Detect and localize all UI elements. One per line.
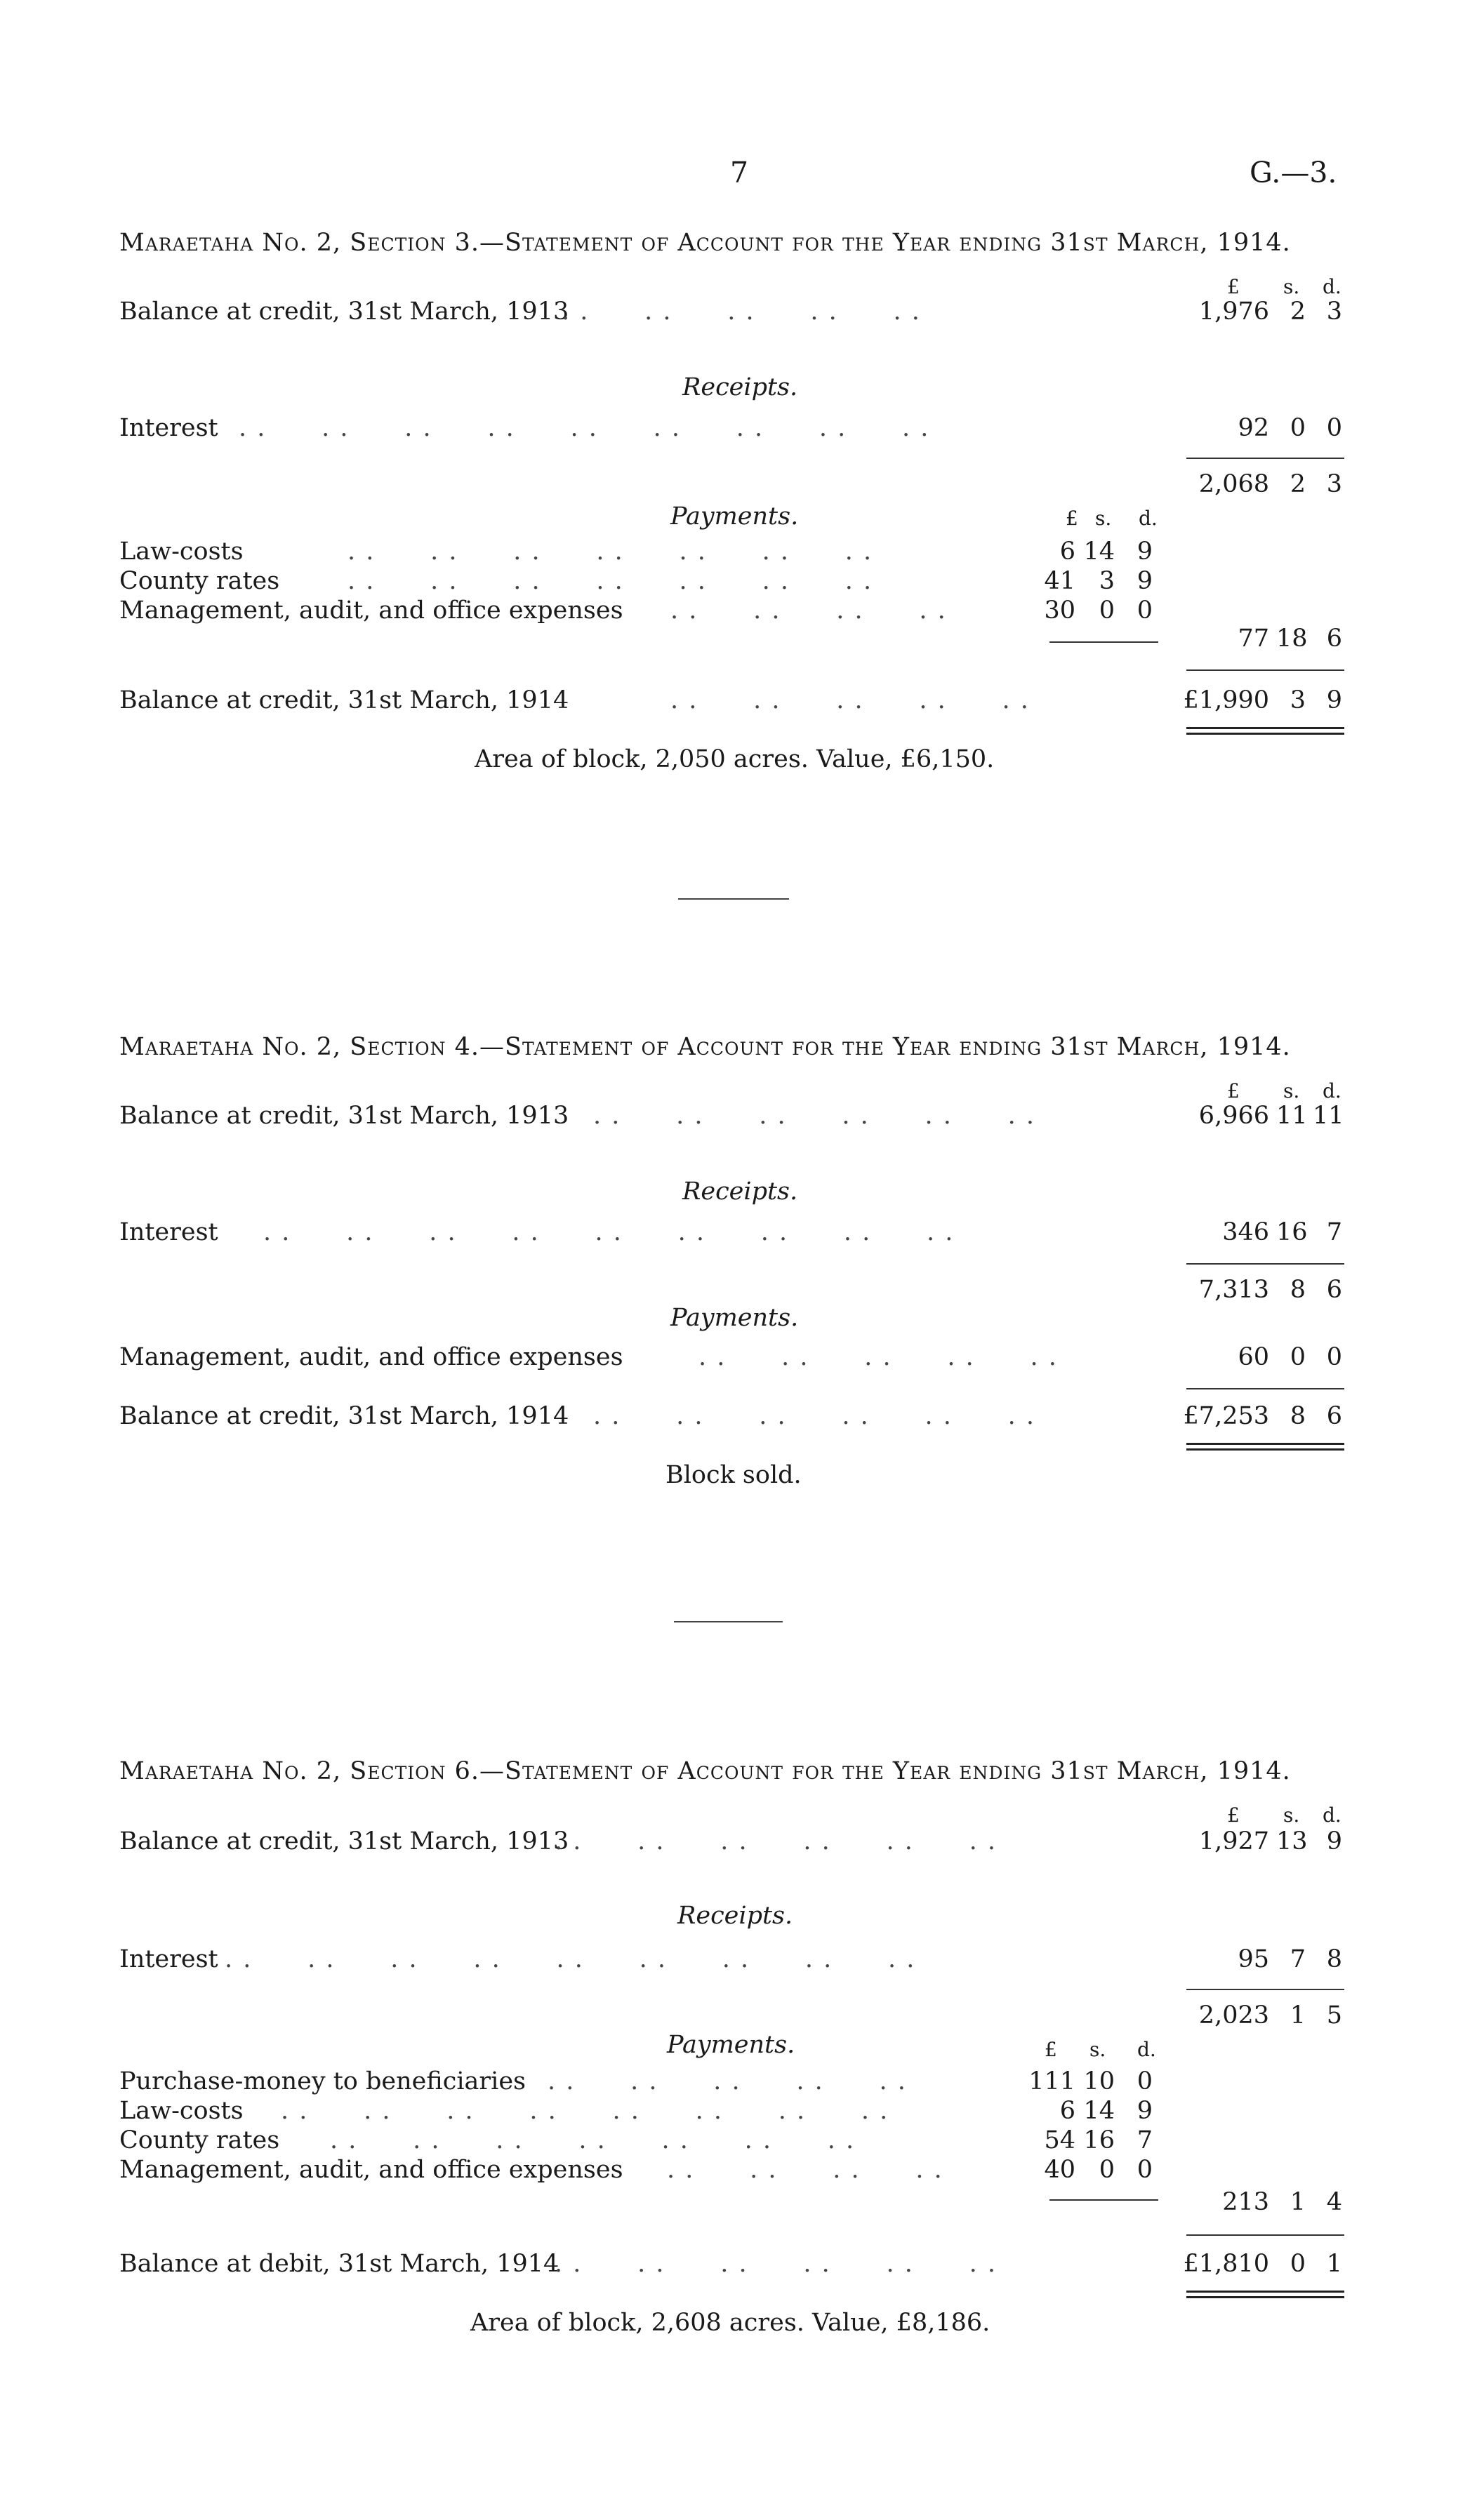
s6-payment-shilling: 14 [1083,2097,1115,2125]
s4-head-pence: d. [1323,1079,1341,1102]
s3-pay-head-shilling: s. [1095,507,1112,530]
s4-payment-shilling: 0 [1290,1343,1306,1371]
s6-payment-shilling: 10 [1083,2067,1115,2095]
s6-receipts-heading: Receipts. [677,1902,793,1930]
s3-leader-dots: . . . . . . . . . . [562,298,921,326]
s4-receipt-label: Interest [119,1218,218,1246]
s4-double-rule-bottom [1186,1448,1344,1451]
s6-note: Area of block, 2,608 acres. Value, £8,186. [470,2309,991,2337]
s6-closing-pence: 1 [1326,2250,1342,2278]
s6-pay-head-pence: d. [1137,2038,1156,2061]
s6-payment-pence: 7 [1137,2126,1153,2154]
s4-opening-pence: 11 [1313,1102,1344,1130]
s6-receipt-pence: 8 [1326,1945,1342,1973]
s4-leader-dots: . . . . . . . . . . [698,1343,1058,1371]
s3-payments-total-shilling: 18 [1276,625,1308,653]
section-6-title: Maraetaha No. 2, Section 6.—Statement of Account for the Year ending 31st March, 1914. [119,1757,1291,1785]
s6-subtotal-pound: 2,023 [1198,2001,1269,2029]
s4-closing-pound: £7,253 [1183,1402,1269,1430]
s6-payments-rule [1049,2199,1158,2201]
s4-closing-rule [1186,1388,1344,1389]
s3-receipt-shilling: 0 [1290,414,1306,442]
s3-payment-pence: 9 [1137,567,1153,595]
s6-double-rule-bottom [1186,2296,1344,2298]
section-3-title: Maraetaha No. 2, Section 3.—Statement of Account for the Year ending 31st March, 1914. [119,229,1291,257]
s4-subtotal-shilling: 8 [1290,1276,1306,1304]
s6-subtotal-shilling: 1 [1290,2001,1306,2029]
s6-receipt-pound: 95 [1238,1945,1269,1973]
s6-head-pence: d. [1323,1804,1341,1827]
s6-opening-pound: 1,927 [1198,1827,1269,1855]
s6-payment-pound: 54 [1044,2126,1075,2154]
s3-closing-label: Balance at credit, 31st March, 1914 [119,686,569,714]
s3-closing-pence: 9 [1326,686,1342,714]
s3-head-shilling: s. [1283,275,1300,298]
s3-payments-rule [1049,641,1158,643]
s4-head-shilling: s. [1283,1079,1300,1102]
s3-closing-rule [1186,669,1344,671]
s6-payment-label: Purchase-money to beneficiaries [119,2067,526,2095]
s4-payment-pound: 60 [1238,1343,1269,1371]
s3-opening-label: Balance at credit, 31st March, 1913 [119,298,569,326]
s6-leader-dots: . . . . . . . . . . . . . . . . [281,2097,889,2125]
s4-closing-pence: 6 [1326,1402,1342,1430]
s3-payment-label: County rates [119,567,280,595]
s3-leader-dots: . . . . . . . . . . . . . . . . . . [239,414,930,442]
s3-double-rule-top [1186,727,1344,729]
s6-payment-label: County rates [119,2126,280,2154]
s3-leader-dots: . . . . . . . . . . . . . . [347,538,873,566]
s4-closing-shilling: 8 [1290,1402,1306,1430]
s3-leader-dots: . . . . . . . . [670,596,947,625]
s3-payment-shilling: 0 [1099,596,1115,625]
s4-opening-shilling: 11 [1276,1102,1308,1130]
s3-opening-pence: 3 [1326,298,1342,326]
s4-receipts-heading: Receipts. [682,1178,798,1206]
s6-head-shilling: s. [1283,1804,1300,1827]
s6-receipt-label: Interest [119,1945,218,1973]
s6-payment-pence: 9 [1137,2097,1153,2125]
s4-subtotal-pound: 7,313 [1198,1276,1269,1304]
s3-payments-heading: Payments. [670,502,799,531]
s4-payments-heading: Payments. [670,1304,799,1332]
s6-closing-shilling: 0 [1290,2250,1306,2278]
section-separator [678,898,789,900]
s6-payments-total-pound: 213 [1222,2188,1269,2216]
page-number: 7 [730,156,749,189]
s6-subtotal-pence: 5 [1326,2001,1342,2029]
s6-payment-label: Law-costs [119,2097,244,2125]
s3-payment-shilling: 14 [1083,538,1115,566]
s4-subtotal-rule [1186,1263,1344,1265]
s6-pay-head-shilling: s. [1089,2038,1106,2061]
s6-head-pound: £ [1227,1804,1240,1827]
s6-payment-pence: 0 [1137,2156,1153,2184]
s4-head-pound: £ [1227,1079,1240,1102]
s3-payments-total-pence: 6 [1326,625,1342,653]
s3-payment-shilling: 3 [1099,567,1115,595]
s3-subtotal-shilling: 2 [1290,470,1306,498]
s4-opening-pound: 6,966 [1198,1102,1269,1130]
s3-opening-shilling: 2 [1290,298,1306,326]
s6-double-rule-top [1186,2291,1344,2293]
s3-receipt-label: Interest [119,414,218,442]
s6-payments-heading: Payments. [667,2031,795,2059]
s3-leader-dots: . . . . . . . . . . [670,686,1030,714]
s3-closing-pound: £1,990 [1183,686,1269,714]
s3-payment-label: Law-costs [119,538,244,566]
s6-leader-dots: . . . . . . . . . . [548,2067,907,2095]
s6-opening-shilling: 13 [1276,1827,1308,1855]
section-4-title: Maraetaha No. 2, Section 4.—Statement of Account for the Year ending 31st March, 1914. [119,1033,1291,1061]
s3-pay-head-pound: £ [1066,507,1078,530]
s6-payments-total-pence: 4 [1326,2188,1342,2216]
s3-receipt-pence: 0 [1326,414,1342,442]
s6-leader-dots: . . . . . . . . . . . . . . . . . . [225,1945,916,1973]
s3-subtotal-pence: 3 [1326,470,1342,498]
s6-payment-pound: 111 [1028,2067,1075,2095]
s4-leader-dots: . . . . . . . . . . . . [593,1102,1036,1130]
document-reference: G.—3. [1250,156,1337,189]
s3-subtotal-rule [1186,458,1344,459]
section-separator [674,1621,783,1622]
s3-payment-pound: 30 [1044,596,1075,625]
s6-payments-total-shilling: 1 [1290,2188,1306,2216]
s6-payment-shilling: 0 [1099,2156,1115,2184]
s4-leader-dots: . . . . . . . . . . . . [593,1402,1036,1430]
s4-opening-label: Balance at credit, 31st March, 1913 [119,1102,569,1130]
s6-closing-pound: £1,810 [1183,2250,1269,2278]
s6-payment-shilling: 16 [1083,2126,1115,2154]
s6-payment-pence: 0 [1137,2067,1153,2095]
s6-leader-dots: . . . . . . . . . . . . [555,2250,998,2278]
s6-payment-pound: 6 [1059,2097,1075,2125]
s3-receipts-heading: Receipts. [682,373,798,401]
s3-opening-pound: 1,976 [1198,298,1269,326]
s6-closing-label: Balance at debit, 31st March, 1914 [119,2250,559,2278]
s6-payment-pound: 40 [1044,2156,1075,2184]
s3-payments-total-pound: 77 [1238,625,1269,653]
s3-double-rule-bottom [1186,733,1344,735]
s4-leader-dots: . . . . . . . . . . . . . . . . . . [263,1218,955,1246]
s3-payment-pound: 6 [1059,538,1075,566]
s3-payment-pound: 41 [1044,567,1075,595]
s3-payment-pence: 9 [1137,538,1153,566]
s6-opening-label: Balance at credit, 31st March, 1913 [119,1827,569,1855]
s4-receipt-pound: 346 [1222,1218,1269,1246]
s3-pay-head-pence: d. [1139,507,1158,530]
s4-double-rule-top [1186,1443,1344,1445]
s6-receipt-shilling: 7 [1290,1945,1306,1973]
s4-payment-pence: 0 [1326,1343,1342,1371]
s6-leader-dots: . . . . . . . . . . . . [555,1827,998,1855]
s4-closing-label: Balance at credit, 31st March, 1914 [119,1402,569,1430]
s3-head-pence: d. [1323,275,1341,298]
s4-receipt-shilling: 16 [1276,1218,1308,1246]
s4-payment-label: Management, audit, and office expenses [119,1343,623,1371]
s3-closing-shilling: 3 [1290,686,1306,714]
s4-subtotal-pence: 6 [1326,1276,1342,1304]
s6-leader-dots: . . . . . . . . . . . . . . [330,2126,856,2154]
s6-leader-dots: . . . . . . . . [667,2156,943,2184]
s3-leader-dots: . . . . . . . . . . . . . . [347,567,873,595]
s3-note: Area of block, 2,050 acres. Value, £6,150. [475,745,995,773]
s6-pay-head-pound: £ [1045,2038,1057,2061]
s4-receipt-pence: 7 [1326,1218,1342,1246]
s3-head-pound: £ [1227,275,1240,298]
s3-subtotal-pound: 2,068 [1198,470,1269,498]
s3-payment-pence: 0 [1137,596,1153,625]
s6-payment-label: Management, audit, and office expenses [119,2156,623,2184]
s6-closing-rule [1186,2234,1344,2236]
s4-note: Block sold. [665,1461,802,1489]
s6-subtotal-rule [1186,1989,1344,1990]
s3-receipt-pound: 92 [1238,414,1269,442]
s3-payment-label: Management, audit, and office expenses [119,596,623,625]
s6-opening-pence: 9 [1326,1827,1342,1855]
